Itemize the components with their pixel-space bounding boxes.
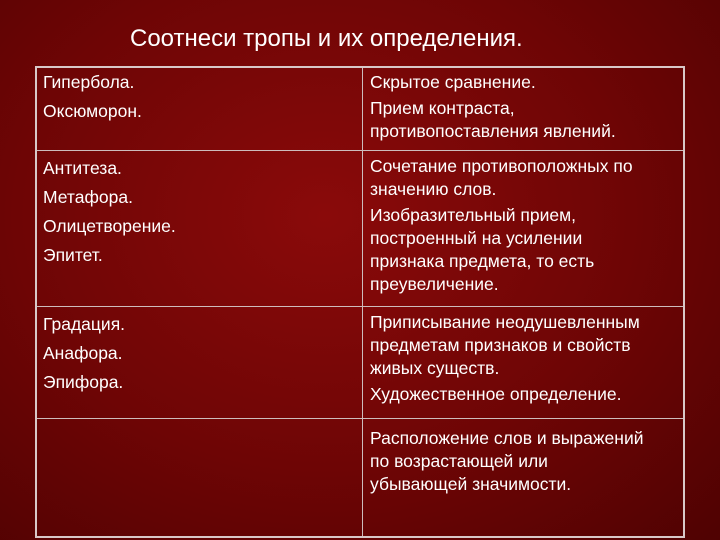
definition-line: убывающей значимости. <box>370 474 572 494</box>
term-item: Антитеза. <box>43 158 122 178</box>
term-item: Градация. <box>43 314 126 334</box>
table-cell-terms <box>43 310 125 397</box>
term-item: Оксюморон. <box>43 101 142 121</box>
definition-line: признака предмета, то есть <box>370 251 595 271</box>
table-cell-definitions <box>370 71 616 143</box>
table-cell-terms <box>43 154 176 270</box>
definition-line: предметам признаков и свойств <box>370 335 631 355</box>
term-item: Олицетворение. <box>43 216 176 236</box>
definition-line: живых существ. <box>370 358 500 378</box>
definition-line: противопоставления явлений. <box>370 121 616 141</box>
definition-line: Сочетание противоположных по <box>370 156 633 176</box>
table-cell-definitions <box>370 427 644 496</box>
definition-line: Изобразительный прием, <box>370 205 577 225</box>
table-cell-definitions <box>370 155 633 296</box>
tropes-table <box>35 66 685 538</box>
row-divider <box>37 306 683 307</box>
definition-line: построенный на усилении <box>370 228 583 248</box>
definition-line: по возрастающей или <box>370 451 548 471</box>
term-item: Эпифора. <box>43 372 124 392</box>
term-item: Эпитет. <box>43 245 103 265</box>
term-item: Анафора. <box>43 343 123 363</box>
term-item: Гипербола. <box>43 72 135 92</box>
definition-line: Прием контраста, <box>370 98 515 118</box>
row-divider <box>37 418 683 419</box>
definition-line: значению слов. <box>370 179 497 199</box>
term-item: Метафора. <box>43 187 133 207</box>
column-divider <box>362 68 363 536</box>
definition-line: преувеличение. <box>370 274 499 294</box>
definition-line: Расположение слов и выражений <box>370 428 644 448</box>
definition-line: Приписывание неодушевленным <box>370 312 640 332</box>
table-cell-definitions <box>370 311 640 406</box>
table-cell-terms <box>43 68 142 126</box>
definition-line: Скрытое сравнение. <box>370 72 536 92</box>
definition-line: Художественное определение. <box>370 384 622 404</box>
page-title: Соотнеси тропы и их определения. <box>130 25 523 52</box>
row-divider <box>37 150 683 151</box>
